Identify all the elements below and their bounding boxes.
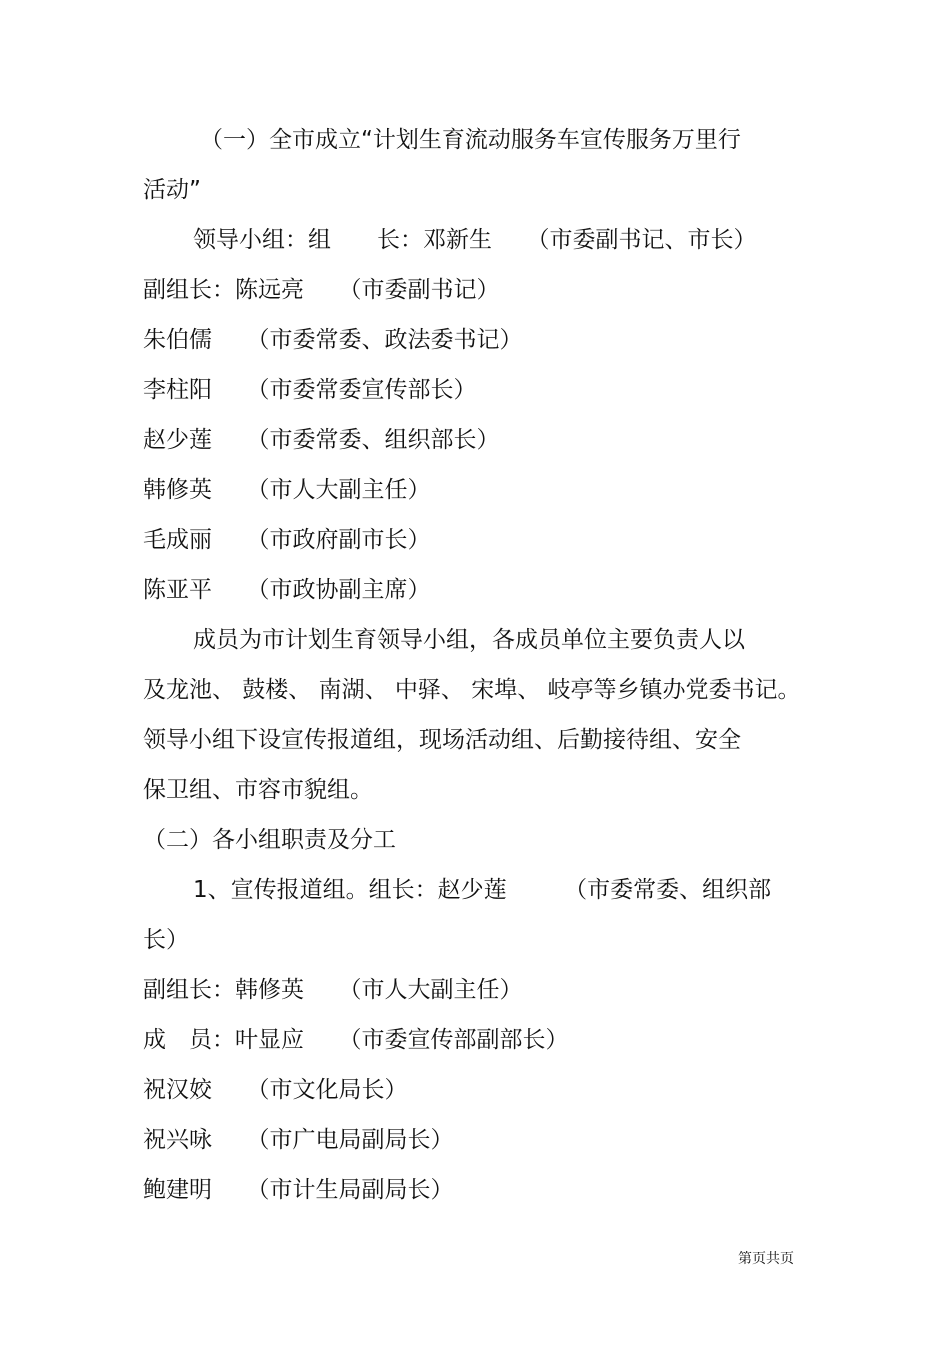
member-line: 陈亚平 （市政协副主席） bbox=[143, 577, 431, 603]
paragraph-line: 领导小组下设宣传报道组，现场活动组、后勤接待组、安全 bbox=[143, 727, 741, 753]
member-line: 鲍建明 （市计生局副局长） bbox=[143, 1177, 454, 1203]
section-heading-1: （一）全市成立“计划生育流动服务车宣传服务万里行 bbox=[200, 127, 741, 153]
member-line: 毛成丽 （市政府副市长） bbox=[143, 527, 431, 553]
subgroup-line: 1、宣传报道组。组长：赵少莲 （市委常委、组织部 bbox=[193, 877, 772, 903]
member-line: 韩修英 （市人大副主任） bbox=[143, 477, 431, 503]
section-heading-1-cont: 活动” bbox=[143, 177, 201, 203]
paragraph-line: 及龙池、 鼓楼、 南湖、 中驿、 宋埠、 岐亭等乡镇办党委书记。 bbox=[143, 677, 801, 703]
subgroup-line-cont: 长） bbox=[143, 927, 189, 953]
paragraph-line: 保卫组、市容市貌组。 bbox=[143, 777, 373, 803]
leader-group-line: 领导小组：组 长：邓新生 （市委副书记、市长） bbox=[193, 227, 757, 253]
member-line: 李柱阳 （市委常委宣传部长） bbox=[143, 377, 477, 403]
section-heading-2: （二）各小组职责及分工 bbox=[143, 827, 396, 853]
deputy-leader-line: 副组长：陈远亮 （市委副书记） bbox=[143, 277, 500, 303]
deputy-leader-line: 副组长：韩修英 （市人大副主任） bbox=[143, 977, 523, 1003]
member-line: 朱伯儒 （市委常委、政法委书记） bbox=[143, 327, 523, 353]
member-line: 成 员：叶显应 （市委宣传部副部长） bbox=[143, 1027, 569, 1053]
member-line: 祝汉姣 （市文化局长） bbox=[143, 1077, 408, 1103]
member-line: 赵少莲 （市委常委、组织部长） bbox=[143, 427, 500, 453]
member-line: 祝兴咏 （市广电局副局长） bbox=[143, 1127, 454, 1153]
paragraph-line: 成员为市计划生育领导小组，各成员单位主要负责人以 bbox=[193, 627, 745, 653]
page-footer: 第页共页 bbox=[738, 1251, 794, 1267]
